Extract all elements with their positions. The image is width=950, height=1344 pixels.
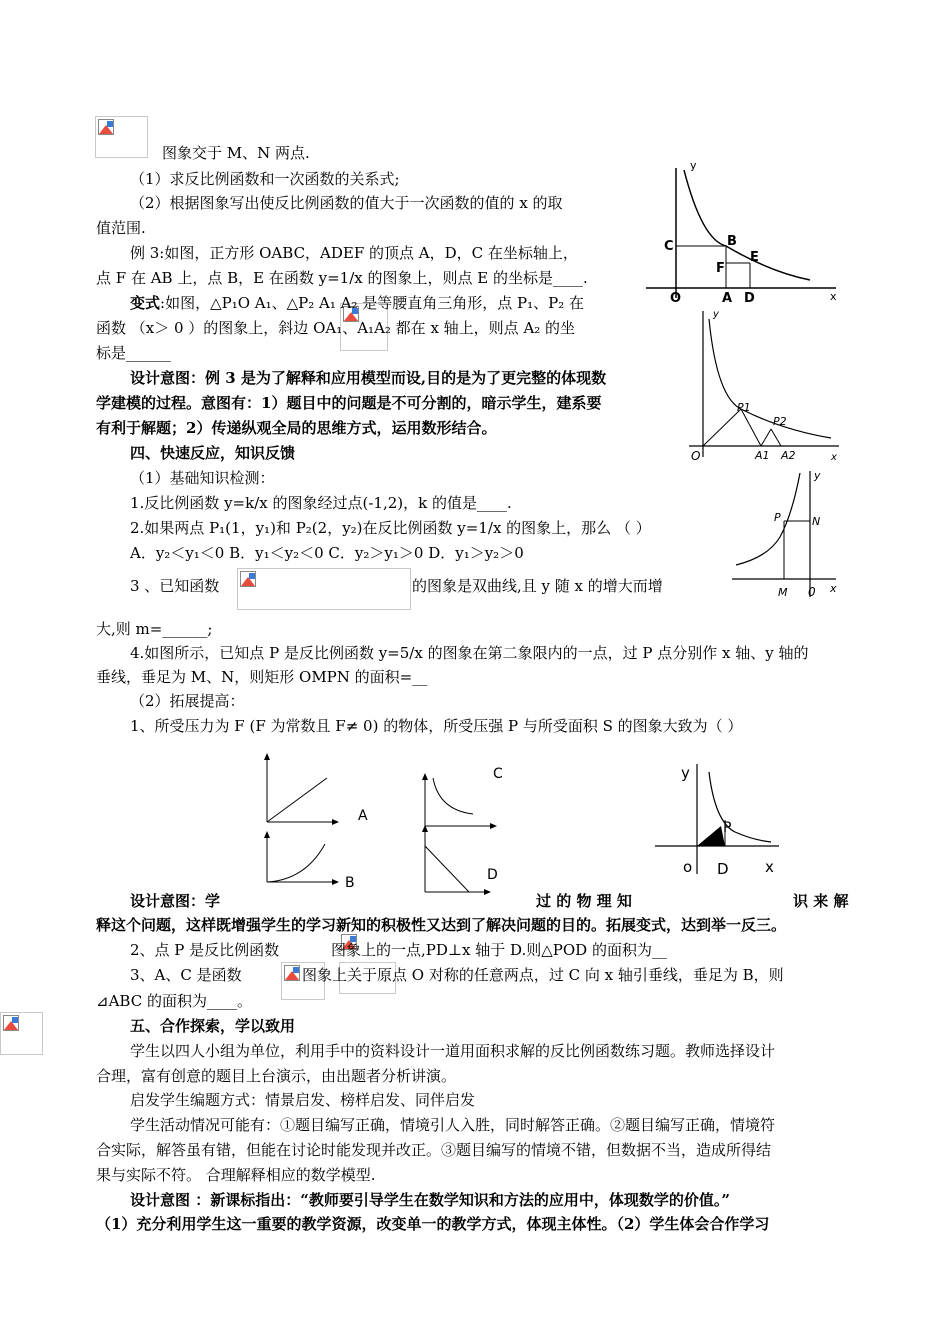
text-line: 大,则 m=______; <box>96 620 213 638</box>
axis-label-y: y <box>814 469 821 482</box>
point-label: o <box>683 858 693 876</box>
text-line: 合实际，解答虽有错，但能在讨论时能发现并改正。③题目编写的情境不错，但数据不当，造成所得结 <box>96 1141 772 1159</box>
axis-label-y: y <box>690 160 697 172</box>
design-intent: 释这个问题，这样既增强学生的学习新知的积极性又达到了解决问题的目的。拓展变式，达到举一反三。 <box>96 916 787 934</box>
text-line: 1.反比例函数 y=k/x 的图象经过点(-1,2)，k 的值是____. <box>130 494 512 512</box>
point-label: P1 <box>737 401 751 414</box>
axis-label-x: x <box>765 858 774 876</box>
text-line: 图象上关于原点 O 对称的任意两点，过 C 向 x 轴引垂线，垂足为 B，则 <box>302 966 784 984</box>
text-line: 3、A、C 是函数 <box>130 966 242 984</box>
point-label: P <box>723 820 732 836</box>
text-line: （2）拓展提高： <box>130 692 245 710</box>
option-label: D <box>487 867 498 883</box>
text-line: 标是______ <box>96 344 172 362</box>
text-line: 点 F 在 AB 上，点 B，E 在函数 y=1/x 的图象上，则点 E 的坐标是____. <box>96 269 588 287</box>
variant-label: 变式 <box>130 294 161 312</box>
formula-image <box>95 116 148 158</box>
point-label: O <box>691 449 701 463</box>
design-intent: （1）充分利用学生这一重要的教学资源，改变单一的教学方式，体现主体性。（2）学生体会合作学习 <box>96 1215 770 1233</box>
text-line: 的图象是双曲线,且 y 随 x 的增大而增 <box>412 577 663 595</box>
axis-label-y: y <box>713 309 719 320</box>
option-label: A <box>358 808 368 824</box>
broken-image-icon <box>284 965 300 981</box>
text-line: 函数 （x＞ 0 ）的图象上，斜边 OA₁、A₁A₂ 都在 x 轴上，则点 A₂ 的坐 <box>96 319 576 337</box>
point-label: F <box>716 261 725 276</box>
design-intent: 学建模的过程。意图有：1）题目中的问题是不可分割的，暗示学生，建系要 <box>96 394 602 412</box>
axis-label-x: x <box>830 290 837 303</box>
text-line: （1）求反比例函数和一次函数的关系式; <box>130 170 400 188</box>
figure-triangle-pod <box>653 762 785 880</box>
point-label: O <box>670 291 682 305</box>
text-line: 值范围. <box>96 219 146 237</box>
text-line: ⊿ABC 的面积为____。 <box>96 992 252 1010</box>
design-intent: 设计意图：例 3 是为了解释和应用模型而设,目的是为了更完整的体现数 <box>130 369 607 387</box>
design-intent: 过 的 物 理 知 <box>536 892 632 910</box>
text-line: 果与实际不符。 合理解释相应的数学模型. <box>96 1166 376 1184</box>
point-label: A2 <box>781 449 796 462</box>
point-label: N <box>812 515 821 528</box>
option-label: B <box>345 875 355 891</box>
text-line: 学生活动情况可能有：①题目编写正确，情境引人入胜，同时解答正确。②题目编写正确，情境符 <box>130 1116 776 1134</box>
text-line: （1）基础知识检测： <box>130 469 275 487</box>
design-intent: 有利于解题；2）传递纵观全局的思维方式，运用数形结合。 <box>96 419 497 437</box>
formula-image <box>237 568 411 610</box>
design-intent: 设计意图 ：新课标指出：“教师要引导学生在数学知识和方法的应用中，体现数学的价值。” <box>130 1191 730 1209</box>
axis-label-y: y <box>681 764 690 782</box>
point-label: M <box>778 586 788 599</box>
design-intent: 设计意图：学 <box>130 892 221 910</box>
text-line: 图象交于 M、N 两点. <box>162 144 310 162</box>
figure-rectangle-ompn <box>728 465 840 605</box>
figure-square-hyperbola <box>640 160 840 305</box>
text-line: 合理，富有创意的题目上台演示，由出题者分析讲演。 <box>96 1067 457 1085</box>
point-label: D <box>744 291 755 305</box>
point-label: B <box>727 234 737 249</box>
figure-option-graphs <box>255 752 515 900</box>
text-line: 垂线，垂足为 M、N，则矩形 OMPN 的面积=__ <box>96 668 428 686</box>
text-line: 2、点 P 是反比例函数 <box>130 941 280 959</box>
text-line: 2.如果两点 P₁(1，y₁)和 P₂(2，y₂)在反比例函数 y=1/x 的图象上，那么 （ ） <box>130 519 651 537</box>
text-line: 1、所受压力为 F (F 为常数且 F≠ 0) 的物体，所受压强 P 与所受面积 S 的图象大致为（ ） <box>130 717 743 735</box>
point-label: E <box>750 250 759 265</box>
axis-label-x: x <box>831 452 837 463</box>
point-label: P2 <box>773 415 787 428</box>
formula-image <box>0 1012 43 1055</box>
point-label: 0 <box>808 585 816 599</box>
text-line <box>130 293 584 313</box>
figure-isosceles-triangles <box>683 305 843 465</box>
text-line: A．y₂＜y₁＜0 B．y₁＜y₂＜0 C．y₂＞y₁＞0 D．y₁＞y₂＞0 <box>130 544 524 562</box>
point-label: C <box>664 239 674 254</box>
axis-label-x: x <box>830 582 837 595</box>
text-line: 启发学生编题方式：情景启发、榜样启发、同伴启发 <box>130 1091 476 1109</box>
point-label: A1 <box>755 449 770 462</box>
option-label: C <box>493 766 503 782</box>
point-label: A <box>722 291 733 305</box>
broken-image-icon <box>3 1015 19 1031</box>
section-heading: 五、合作探索，学以致用 <box>130 1017 296 1035</box>
point-label: D <box>717 860 729 878</box>
text-line: 图象上的一点,PD⊥x 轴于 D.则△POD 的面积为__ <box>331 941 667 959</box>
design-intent: 识 来 解 <box>793 892 849 910</box>
broken-image-icon <box>240 571 256 587</box>
text-line: 例 3:如图，正方形 OABC，ADEF 的顶点 A，D，C 在坐标轴上， <box>130 244 578 262</box>
text-line: （2）根据图象写出使反比例函数的值大于一次函数的值的 x 的取 <box>130 194 563 212</box>
broken-image-icon <box>98 119 114 135</box>
section-heading: 四、快速反应，知识反馈 <box>130 444 296 462</box>
variant-text: :如图，△P₁O A₁、△P₂ A₁ A₂ 是等腰直角三角形，点 P₁、P₂ 在 <box>160 294 585 312</box>
text-line: 4.如图所示，已知点 P 是反比例函数 y=5/x 的图象在第二象限内的一点，过 P 点分别作 x 轴、y 轴的 <box>130 644 809 662</box>
text-line: 学生以四人小组为单位，利用手中的资料设计一道用面积求解的反比例函数练习题。教师选择设计 <box>130 1042 776 1060</box>
point-label: P <box>774 511 781 524</box>
text-line: 3 、已知函数 <box>130 577 220 595</box>
